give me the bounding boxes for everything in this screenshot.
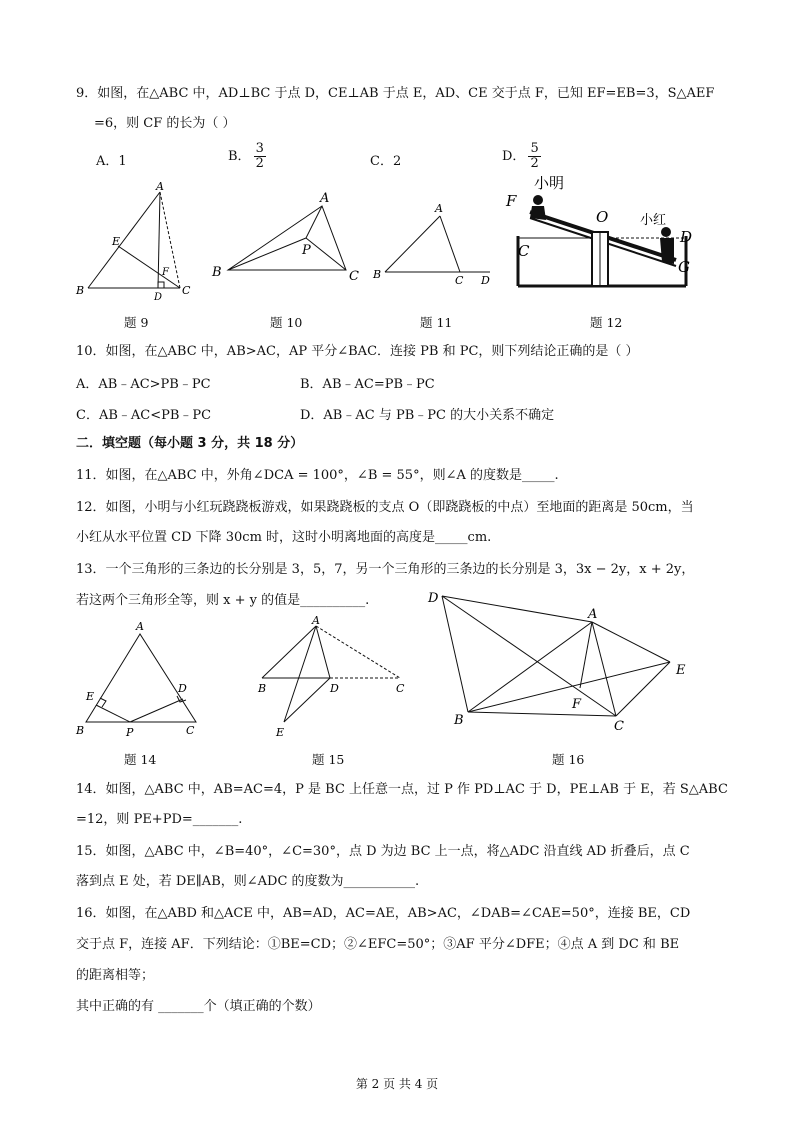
fig12-label-c: C [518,242,530,260]
q9-option-d-fraction [528,142,540,171]
q9-option-b-den: 2 [255,156,264,171]
fig10-label-c: C [349,269,359,284]
fig12-label-xiaohong: 小红 [640,213,667,228]
q10-option-b: B．AB﹣AC=PB﹣PC [300,377,435,392]
fig9-label-e: E [112,235,121,248]
q9-line2: =6，则 CF 的长为（ ） [94,116,236,131]
fig12-label-d: D [680,228,693,246]
fig16-label-c: C [614,719,624,734]
caption-fig10: 题 10 [270,315,303,330]
q11-text: 11．如图，在△ABC 中，外角∠DCA = 100°，∠B = 55°，则∠A 的度数是_____. [76,468,559,483]
figure-11 [385,216,490,272]
fig12-label-g: G [678,258,690,276]
fig16-label-e: E [676,663,686,678]
q10-option-c: C．AB﹣AC<PB﹣PC [76,408,212,423]
page-footer: 第 2 页 共 4 页 [355,1077,439,1091]
q13-line2: 若这两个三角形全等，则 x + y 的值是__________. [76,593,370,608]
figures-row2 [0,586,794,740]
q14-line2: =12，则 PE+PD=_______. [76,812,243,827]
fig11-label-b: B [373,268,382,281]
q14-line1: 14．如图，△ABC 中，AB=AC=4，P 是 BC 上任意一点，过 P 作 PD⊥AC 于 D，PE⊥AB 于 E，若 S△ABC [76,782,728,797]
q9-option-b-num: 3 [255,141,264,156]
fig14-label-e: E [86,690,95,703]
figures-row1 [0,176,794,300]
fig9-label-a: A [156,180,164,193]
fig10-label-b: B [212,265,222,280]
fig10-label-a: A [320,191,330,206]
q9-option-d [502,142,541,171]
fig10-label-p: P [302,243,311,258]
q12-line2: 小红从水平位置 CD 下降 30cm 时，这时小明离地面的高度是_____cm. [76,530,492,545]
fig14-label-p: P [126,726,134,739]
q9-option-b-label: B． [228,149,251,164]
figure-15 [262,626,400,722]
q9-option-a: A．1 [96,154,127,169]
fig14-label-c: C [186,724,195,737]
fig15-label-b: B [258,682,267,695]
q9-option-c: C．2 [370,154,402,169]
fig15-label-e: E [276,726,285,739]
q15-line2: 落到点 E 处，若 DE∥AB，则∠ADC 的度数为___________. [76,874,420,889]
caption-fig11: 题 11 [420,315,453,330]
fig14-label-b: B [76,724,85,737]
q15-line1: 15．如图，△ABC 中，∠B=40°，∠C=30°，点 D 为边 BC 上一点，将△ADC 沿直线 AD 折叠后，点 C [76,844,690,859]
q16-line1: 16．如图，在△ABD 和△ACE 中，AB=AD，AC=AE，AB>AC，∠DAB=∠CAE=50°，连接 BE，CD [76,906,691,921]
q10-stem: 10．如图，在△ABC 中，AB>AC，AP 平分∠BAC．连接 PB 和 PC，则下列结论正确的是（ ） [76,344,639,359]
caption-fig9: 题 9 [124,315,149,330]
q10-option-d: D．AB﹣AC 与 PB﹣PC 的大小关系不确定 [300,408,555,423]
caption-fig16: 题 16 [552,752,585,767]
fig9-label-b: B [76,284,85,297]
caption-fig15: 题 15 [312,752,345,767]
figure-10 [228,206,346,270]
fig14-label-a: A [136,620,144,633]
q9-option-b-fraction [254,142,266,171]
q12-line1: 12．如图，小明与小红玩跷跷板游戏，如果跷跷板的支点 O（即跷跷板的中点）至地面的距离是 50cm，当 [76,500,694,515]
section2-title: 二．填空题（每小题 3 分，共 18 分） [76,436,304,451]
fig11-label-d: D [481,274,490,287]
figure-14 [86,634,196,722]
q9-option-d-label: D． [502,149,526,164]
fig11-label-c: C [455,274,464,287]
q13-line1: 13．一个三角形的三条边的长分别是 3，5，7，另一个三角形的三条边的长分别是 3，3x − 2y，x + 2y， [76,562,695,577]
q16-line2: 交于点 F，连接 AF．下列结论：①BE=CD；②∠EFC=50°；③AF 平分∠DFE；④点 A 到 DC 和 BE [76,937,680,952]
fig11-label-a: A [435,202,443,215]
q9-option-b [228,142,266,171]
q10-option-a: A．AB﹣AC>PB﹣PC [76,377,211,392]
q9-line1: 9．如图，在△ABC 中，AD⊥BC 于点 D，CE⊥AB 于点 E，AD、CE 交于点 F，已知 EF=EB=3，S△AEF [76,86,715,101]
fig12-label-xiaoming: 小明 [534,176,565,192]
fig16-label-a: A [588,607,598,622]
figure-16 [442,596,670,716]
fig16-label-b: B [454,713,464,728]
fig9-label-f: F [162,267,169,278]
fig9-label-d: D [154,292,163,300]
fig15-label-a: A [312,614,320,627]
fig15-label-c: C [396,682,405,695]
q16-line4: 其中正确的有 _______个（填正确的个数） [76,999,321,1014]
fig12-label-f: F [506,192,517,210]
fig15-label-d: D [330,682,339,695]
fig12-label-o: O [596,208,609,226]
q9-option-d-den: 2 [530,156,539,171]
fig16-label-f: F [572,697,582,712]
fig9-label-c: C [182,284,191,297]
fig16-label-d: D [428,591,439,606]
fig14-label-d: D [178,682,187,695]
caption-fig12: 题 12 [590,315,623,330]
caption-fig14: 题 14 [124,752,157,767]
q16-line3: 的距离相等； [76,968,155,983]
q9-option-d-num: 5 [530,141,539,156]
